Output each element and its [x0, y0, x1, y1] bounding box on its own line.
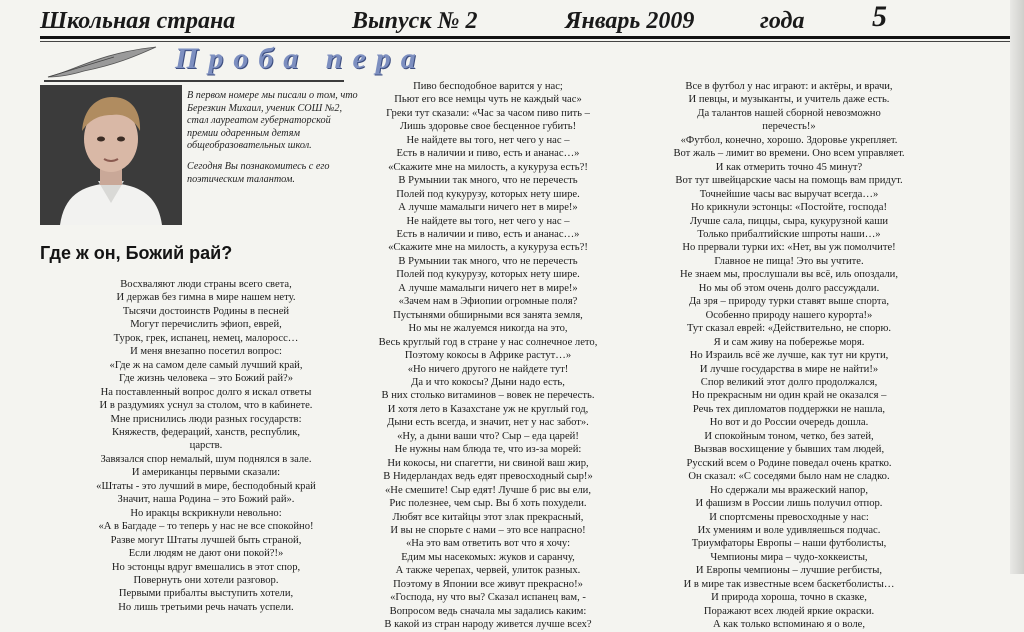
- poem-line: Пустынями обширными вся занята земля,: [393, 309, 583, 321]
- poem-line: Все в футбол у нас играют: и актёры, и врачи,: [685, 81, 893, 92]
- poem-line: В Румынии так много, что не перечесть: [398, 255, 578, 267]
- poem-line: И спокойным тоном, четко, без затей,: [704, 430, 874, 442]
- poem-line: Но сдержали мы вражеский напор,: [709, 484, 868, 496]
- student-portrait-icon: [40, 85, 182, 225]
- poem-line: перечесть!»: [762, 121, 816, 133]
- poem-line: Поражают всех людей яркие окраски.: [703, 605, 875, 617]
- poem-line: Вопросом ведь сначала мы задались каким:: [389, 605, 587, 617]
- poem-line: Турок, грек, испанец, немец, малоросс…: [113, 332, 299, 344]
- poem-line: Речь тех дипломатов поддержки не нашла,: [692, 403, 886, 415]
- issue-date: Январь 2009: [565, 8, 695, 34]
- poem-line: Поэтому в Японии все живут прекрасно!»: [393, 578, 583, 590]
- poem-line: А как только вспоминаю я о воле,: [712, 619, 865, 631]
- poem-line: «Штаты - это лучший в мире, бесподобный край: [96, 480, 316, 492]
- poem-line: «Господа, ну что вы? Сказал испанец вам, -: [390, 592, 586, 604]
- poem-line: Но Израиль всё же лучше, как тут ни крути,: [689, 350, 889, 362]
- intro-paragraph-1: В первом номере мы писали о том, что Березкин Михаил, ученик СОШ №2, стал лауреатом губернаторской премии одаренным детям общеобразовательных школ.: [187, 90, 358, 152]
- section-title: Проба пера: [175, 42, 426, 75]
- poem-title: Где ж он, Божий рай?: [40, 243, 233, 263]
- poem-line: Рис полезнее, чем сыр. Вы б хоть похудели.: [389, 498, 587, 510]
- newspaper-name: Школьная страна: [40, 8, 236, 34]
- poem-line: Но прервали турки их: «Нет, вы уж помолчите!: [682, 242, 896, 254]
- poem-line: Поэтому кокосы в Африке растут…»: [404, 350, 572, 362]
- poem-line: Полей под кукурузу, которых нету шире.: [396, 188, 580, 200]
- poem-line: И держав без гимна в мире нашем нету.: [116, 292, 296, 304]
- poem-line: Только прибалтийские шпроты наши…»: [697, 228, 881, 240]
- poem-line: «Скажите мне на милость, а кукуруза есть?!: [388, 242, 588, 254]
- poem-line: Греки тут сказали: «Час за часом пиво пить –: [386, 107, 590, 119]
- poem-line: Особенно природу нашего курорта!»: [705, 309, 873, 321]
- poem-line: И как отмерить точно 45 минут?: [715, 161, 863, 173]
- poem-line: «Ну, а дыни ваши что? Сыр – еда царей!: [397, 430, 579, 442]
- poem-line: И певцы, и музыканты, и учитель даже есть.: [688, 94, 890, 106]
- poem-line: Он сказал: «С соседями было нам не сладко.: [688, 471, 890, 483]
- page-number: 5: [872, 0, 887, 33]
- intro-paragraph-2: Сегодня Вы познакомитесь с его поэтическим талантом.: [187, 160, 330, 185]
- poem-line: Но вот и до России очередь дошла.: [709, 417, 869, 429]
- poem-line: Да талантов нашей сборной невозможно: [697, 107, 881, 119]
- poem-line: «Зачем нам в Эфиопии огромные поля?: [398, 296, 578, 308]
- poem-line: Лишь здоровье свое бесценное губить!: [399, 121, 577, 133]
- poem-line: царств.: [189, 440, 223, 452]
- poem-line: И меня внезапно посетил вопрос:: [130, 346, 282, 358]
- poem-line: В них столько витаминов – вовек не перечесть.: [381, 390, 595, 402]
- poem-line: Значит, наша Родина – это Божий рай».: [117, 494, 295, 506]
- poem-line: Мне приснились люди разных государств:: [110, 413, 302, 425]
- poem-line: «А в Багдаде – то теперь у нас не все спокойно!: [98, 521, 314, 533]
- poem-line: Едим мы насекомых: жуков и саранчу,: [401, 551, 575, 563]
- title-underline: [44, 80, 344, 82]
- issue-date-suffix: года: [760, 8, 805, 34]
- poem-line: Любят все китайцы этот злак прекрасный,: [392, 511, 584, 523]
- poem-line: «Не смешите! Сыр едят! Лучше б рис вы ели,: [385, 484, 591, 496]
- poem-line: А лучше мамалыги ничего нет в мире!»: [398, 202, 578, 214]
- poem-line: «На это вам ответить вот что я хочу:: [405, 538, 571, 550]
- poem-line: Да зря – природу турки ставят выше спорта,: [688, 296, 890, 308]
- poem-line: Княжеств, федераций, ханств, республик,: [111, 426, 301, 438]
- poem-line: И в раздумиях уснул за столом, что в кабинете.: [99, 400, 313, 412]
- poem-line: Не найдете вы того, нет чего у нас –: [406, 215, 570, 227]
- poem-line: А также черепах, червей, улиток разных.: [395, 565, 581, 577]
- poem-line: Первыми прибалты выступить хотели,: [118, 588, 294, 600]
- poem-line: Не знаем мы, прослушали вы всё, иль опоздали,: [680, 269, 898, 281]
- poem-line: Восхваляют люди страны всего света,: [120, 279, 292, 290]
- author-photo: [40, 85, 182, 225]
- poem-line: Я и сам живу на побережье моря.: [713, 336, 865, 348]
- poem-line: Но иракцы вскрикнули невольно:: [130, 507, 282, 519]
- poem-line: Но лишь третьими речь начать успели.: [118, 601, 294, 613]
- poem-line: И американцы первыми сказали:: [131, 467, 281, 479]
- poem-line: «Где ж на самом деле самый лучший край,: [109, 359, 303, 371]
- poem-line: Пьют его все немцы чуть не каждый час»: [394, 94, 582, 106]
- poem-line: Русский всем о Родине поведал очень кратко.: [686, 457, 892, 469]
- poem-line: Вот жаль – лимит во времени. Оно всем управляет.: [673, 148, 905, 160]
- poem-line: И хотя лето в Казахстане уж не круглый год,: [387, 403, 589, 415]
- poem-line: И Европы чемпионы – лучшие регбисты,: [695, 565, 883, 577]
- poem-column-2: [338, 80, 638, 632]
- poem-line: «Скажите мне на милость, а кукуруза есть?!: [388, 161, 588, 173]
- poem-line: Но мы об этом очень долго рассуждали.: [698, 282, 880, 294]
- page-edge-shadow: [1010, 0, 1024, 574]
- poem-line: Но прекрасным ни один край не оказался –: [691, 390, 887, 402]
- poem-line: «Футбол, конечно, хорошо. Здоровье укрепляет.: [680, 134, 898, 146]
- poem-line: Триумфаторы Европы – наши футболисты,: [691, 538, 887, 550]
- poem-column-3: [630, 80, 948, 632]
- poem-line: Вызвав восхищение у бывших там людей,: [693, 444, 885, 456]
- poem-line: Повернуть они хотели разговор.: [133, 574, 279, 586]
- poem-line: Тысячи достоинств Родины в песней: [122, 305, 290, 317]
- poem-line: В Нидерландах ведь едят превосходный сыр!»: [383, 471, 593, 483]
- poem-line: Вот тут швейцарские часы на помощь вам придут.: [675, 175, 903, 187]
- poem-line: Ни кокосы, ни спагетти, ни свиной ваш жир,: [387, 457, 589, 469]
- poem-line: Точнейшие часы вас выручат всегда…»: [699, 188, 879, 200]
- poem-column-1: [36, 278, 376, 614]
- poem-line: В Румынии так много, что не перечесть: [398, 175, 578, 187]
- poem-line: Пиво бесподобное варится у нас;: [413, 81, 563, 92]
- poem-line: Но крикнули эстонцы: «Постойте, господа!: [691, 202, 887, 214]
- poem-line: Но мы не жалуемся никогда на это,: [408, 323, 568, 335]
- poem-line: На поставленный вопрос долго я искал ответы: [100, 386, 312, 398]
- intro-text: [187, 90, 359, 194]
- poem-line: И природа хороша, точно в сказке,: [711, 592, 867, 604]
- poem-line: Их умениям и воле удивляешься подчас.: [697, 524, 881, 536]
- header-rule: [40, 36, 1020, 39]
- poem-line: Да и что кокосы? Дыни надо есть,: [411, 376, 565, 388]
- poem-line: Где жизнь человека – это Божий рай?»: [119, 373, 293, 385]
- poem-line: И спортсмены превосходные у нас:: [709, 511, 869, 523]
- poem-line: Спор великий этот долго продолжался,: [700, 376, 878, 388]
- poem-line: Не нужны нам блюда те, что из-за морей:: [394, 444, 582, 456]
- poem-line: Могут перечислить эфиоп, еврей,: [130, 319, 282, 331]
- poem-line: Разве могут Штаты лучшей быть страной,: [110, 534, 302, 546]
- poem-line: «Но ничего другого не найдете тут!: [407, 363, 569, 375]
- poem-line: Есть в наличии и пиво, есть и ананас…»: [396, 148, 580, 160]
- poem-line: И вы не спорьте с нами – это все напрасно!: [390, 524, 586, 536]
- issue-number: Выпуск № 2: [352, 8, 478, 34]
- poem-line: В какой из стран народу живется лучше всех?: [384, 619, 592, 631]
- poem-line: Главное не пища! Это вы учтите.: [714, 255, 864, 267]
- poem-line: Есть в наличии и пиво, есть и ананас…»: [396, 228, 580, 240]
- feather-pen-icon: [44, 43, 164, 83]
- poem-line: Не найдете вы того, нет чего у нас –: [406, 134, 570, 146]
- poem-line: И фашизм в России лишь получил отпор.: [695, 498, 883, 510]
- poem-line: Полей под кукурузу, которых нету шире.: [396, 269, 580, 281]
- poem-line: А лучше мамалыги ничего нет в мире!»: [398, 282, 578, 294]
- poem-line: И лучше государства в мире не найти!»: [699, 363, 879, 375]
- poem-line: Если людям не дают они покой?!»: [128, 548, 284, 560]
- poem-line: Лучше сала, пиццы, сыра, кукурузной каши: [689, 215, 889, 227]
- poem-line: Дыни есть всегда, и значит, нет у нас забот».: [387, 417, 589, 429]
- poem-line: Но эстонцы вдруг вмешались в этот спор,: [111, 561, 301, 573]
- poem-line: Тут сказал еврей: «Действительно, не спорю.: [686, 323, 892, 335]
- poem-line: Чемпионы мира – чудо-хоккеисты,: [710, 551, 868, 563]
- poem-line: Завязался спор немалый, шум поднялся в зале.: [100, 453, 312, 465]
- poem-line: И в мире так известные всем баскетболисты…: [683, 578, 895, 590]
- poem-line: Весь круглый год в стране у нас солнечное лето,: [378, 336, 598, 348]
